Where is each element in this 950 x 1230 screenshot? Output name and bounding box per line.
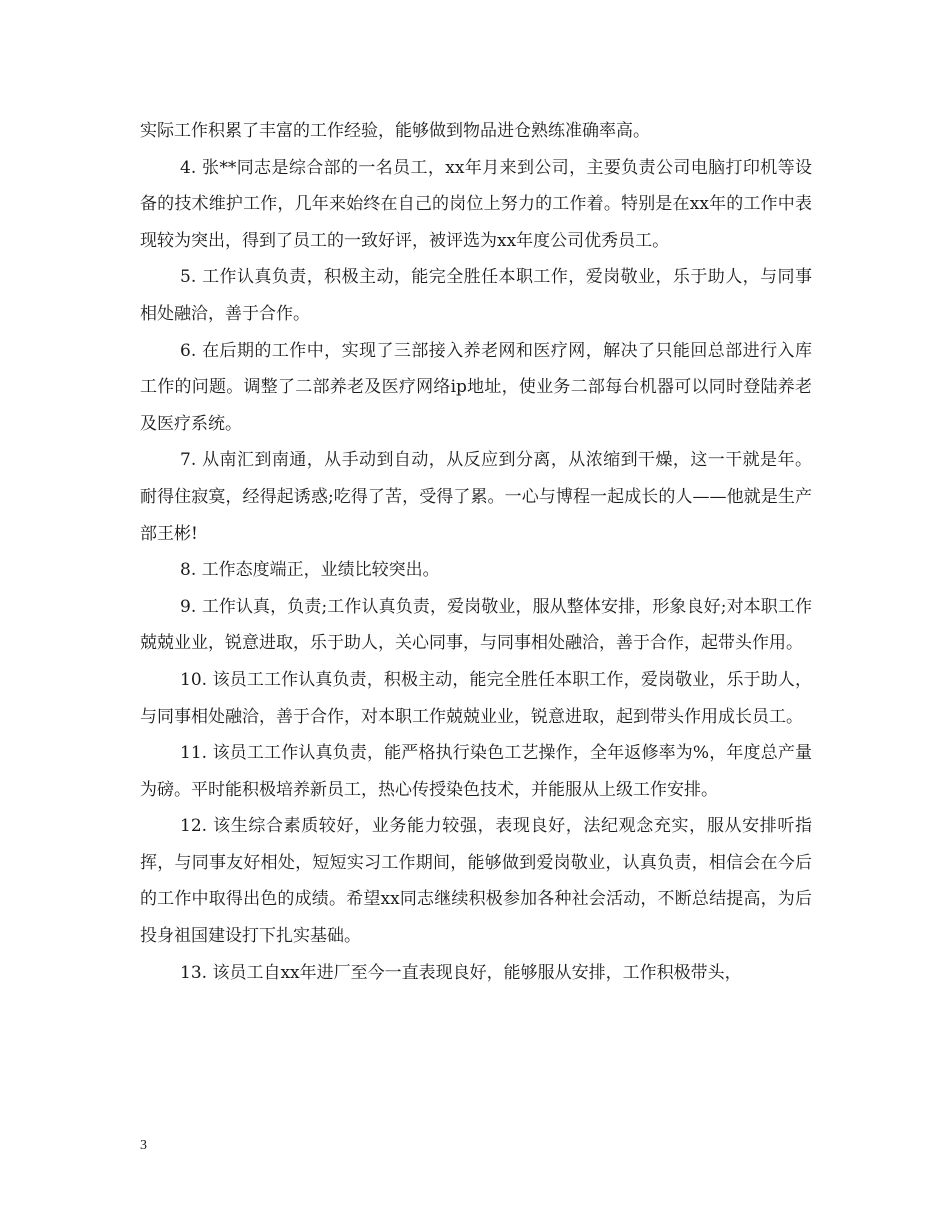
paragraph-item-7: 7. 从南汇到南通，从手动到自动，从反应到分离，从浓缩到干燥，这一干就是年。耐得住寂寞，经得起诱惑;吃得了苦，受得了累。一心与博程一起成长的人——他就是生产部王彬!: [140, 450, 812, 544]
paragraph-item-10: 10. 该员工工作认真负责，积极主动，能完全胜任本职工作，爱岗敬业，乐于助人，与同事相处融洽，善于合作，对本职工作兢兢业业，锐意进取，起到带头作用成长员工。: [140, 669, 812, 727]
paragraph-item-8: 8. 工作态度端正，业绩比较突出。: [180, 560, 440, 581]
page-number: 3: [140, 1138, 147, 1153]
paragraph-continuation: 实际工作积累了丰富的工作经验，能够做到物品进仓熟练准确率高。: [140, 121, 650, 141]
paragraph-item-4: 4. 张**同志是综合部的一名员工，xx年月来到公司，主要负责公司电脑打印机等设备的技术维护工作，几年来始终在自己的岗位上努力的工作着。特别是在xx年的工作中表现较为突出，得到了员工的一致好评，被评选为xx年度公司优秀员工。: [140, 157, 812, 251]
paragraph-item-9: 9. 工作认真，负责;工作认真负责，爱岗敬业，服从整体安排，形象良好;对本职工作兢兢业业，锐意进取，乐于助人，关心同事，与同事相处融洽，善于合作，起带头作用。: [140, 596, 812, 654]
paragraph-item-11: 11. 该员工工作认真负责，能严格执行染色工艺操作，全年返修率为%，年度总产量为磅。平时能积极培养新员工，热心传授染色技术，并能服从上级工作安排。: [140, 743, 812, 800]
paragraph-item-13: 13. 该员工自xx年进厂至今一直表现良好，能够服从安排，工作积极带头，: [180, 962, 742, 983]
document-body: [140, 113, 812, 991]
paragraph-item-12: 12. 该生综合素质较好，业务能力较强，表现良好，法纪观念充实，服从安排听指挥，与同事友好相处，短短实习工作期间，能够做到爱岗敬业，认真负责，相信会在今后的工作中取得出色的成绩。希望xx同志继续积极参加各种社会活动，不断总结提高，为后投身祖国建设打下扎实基础。: [140, 816, 812, 947]
paragraph-item-6: 6. 在后期的工作中，实现了三部接入养老网和医疗网，解决了只能回总部进行入库工作的问题。调整了二部养老及医疗网络ip地址，使业务二部每台机器可以同时登陆养老及医疗系统。: [140, 340, 812, 434]
paragraph-item-5: 5. 工作认真负责，积极主动，能完全胜任本职工作，爱岗敬业，乐于助人，与同事相处融洽，善于合作。: [140, 267, 812, 324]
